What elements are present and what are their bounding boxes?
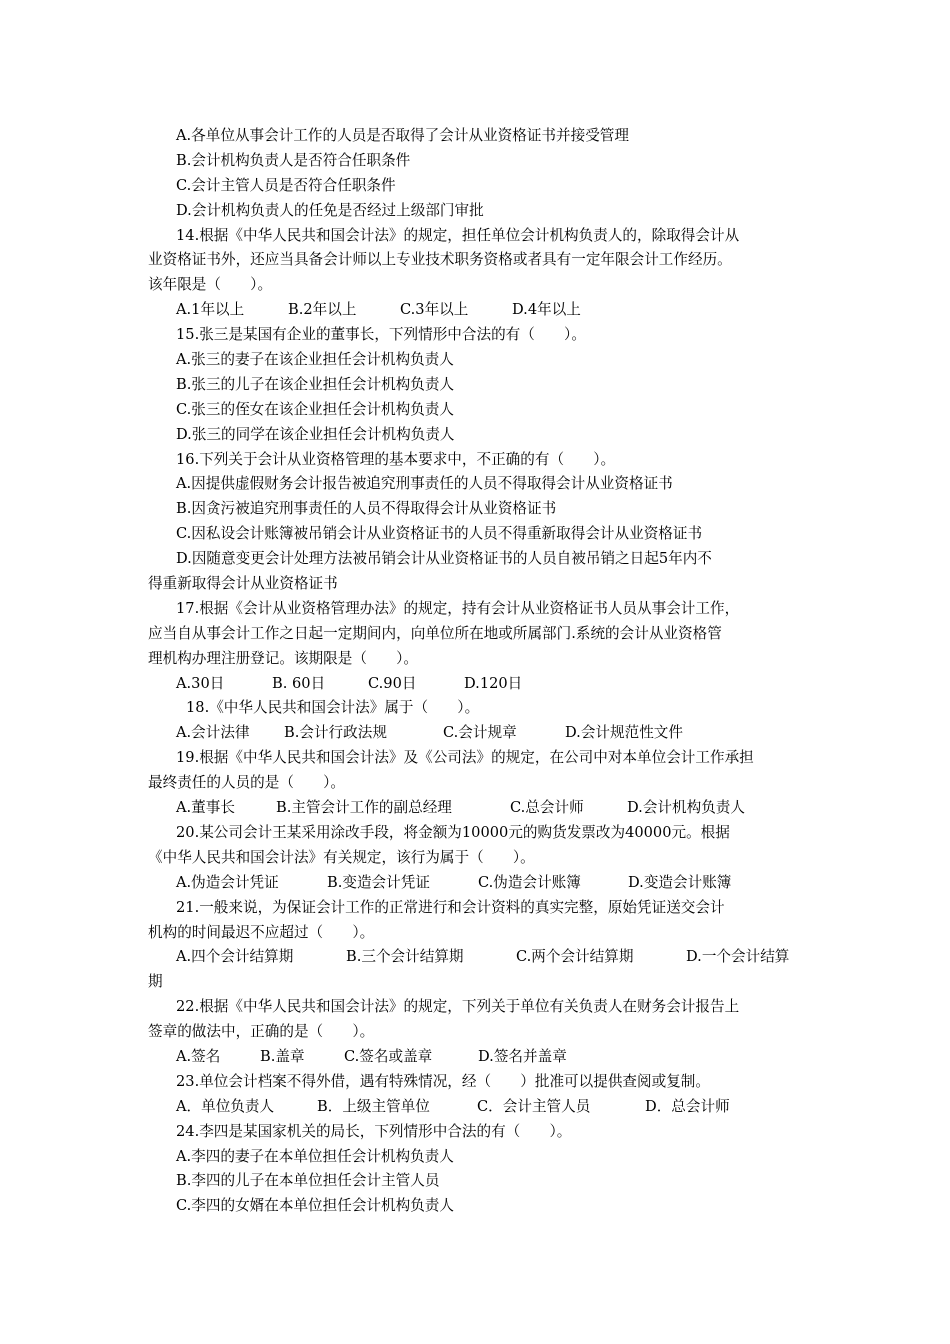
- q17-stem-end: 理机构办理注册登记。该期限是（ ）。: [148, 649, 418, 667]
- q14-stem-cont: 业资格证书外，还应当具备会计师以上专业技术职务资格或者具有一定年限会计工作经历。: [148, 251, 732, 269]
- q23-options: [148, 1095, 810, 1120]
- q15-stem: 15.张三是某国有企业的董事长，下列情形中合法的有（ ）。: [176, 326, 586, 344]
- q17-option-d: D.120日: [464, 674, 523, 692]
- q23-option-a: A．单位负责人: [176, 1097, 275, 1115]
- q13-option-d: D.会计机构负责人的任免是否经过上级部门审批: [176, 201, 484, 219]
- q16-option-d-cont: 得重新取得会计从业资格证书: [148, 575, 338, 593]
- q16-stem: 16.下列关于会计从业资格管理的基本要求中，不正确的有（ ）。: [176, 450, 616, 468]
- q22-option-b: B.盖章: [260, 1047, 305, 1065]
- q17-option-b: B. 60日: [272, 674, 326, 692]
- q13-option-a: A.各单位从事会计工作的人员是否取得了会计从业资格证书并接受管理: [176, 127, 629, 144]
- q24-stem: 24.李四是某国家机关的局长，下列情形中合法的有（ ）。: [176, 1122, 572, 1140]
- q14-option-c: C.3年以上: [400, 301, 469, 319]
- q24-option-c: C.李四的女婿在本单位担任会计机构负责人: [176, 1197, 454, 1215]
- q13-option-b: B.会计机构负责人是否符合任职条件: [176, 151, 411, 169]
- q24-option-a: A.李四的妻子在本单位担任会计机构负责人: [176, 1147, 454, 1165]
- q18-stem: 18.《中华人民共和国会计法》属于（ ）。: [186, 699, 480, 717]
- q15-option-a: A.张三的妻子在该企业担任会计机构负责人: [176, 351, 454, 369]
- q23-option-b: B．上级主管单位: [317, 1097, 430, 1115]
- q21-stem: 21.一般来说，为保证会计工作的正常进行和会计资料的真实完整，原始凭证送交会计: [176, 898, 725, 916]
- q24-option-b: B.李四的儿子在本单位担任会计主管人员: [176, 1172, 440, 1190]
- q22-option-a: A.签名: [176, 1047, 221, 1065]
- q23-option-d: D．总会计师: [645, 1097, 730, 1115]
- q19-options: [148, 796, 810, 821]
- q17-stem-cont: 应当自从事会计工作之日起一定期间内，向单位所在地或所属部门.系统的会计从业资格管: [148, 624, 722, 642]
- q19-option-c: C.总会计师: [510, 799, 584, 817]
- q15-option-d: D.张三的同学在该企业担任会计机构负责人: [176, 425, 455, 443]
- q20-options: [148, 871, 810, 896]
- q22-option-d: D.签名并盖章: [478, 1047, 567, 1065]
- q23-option-c: C．会计主管人员: [477, 1097, 591, 1115]
- q22-option-c: C.签名或盖章: [344, 1047, 433, 1065]
- q21-option-d: D.一个会计结算: [686, 948, 790, 966]
- q17-option-a: A.30日: [176, 674, 225, 692]
- q17-options: [148, 672, 810, 697]
- q20-option-c: C.伪造会计账簿: [478, 873, 581, 891]
- q21-option-c: C.两个会计结算期: [516, 948, 634, 966]
- q19-option-b: B.主管会计工作的副总经理: [276, 799, 452, 817]
- q14-option-d: D.4年以上: [512, 301, 581, 319]
- q15-option-b: B.张三的儿子在该企业担任会计机构负责人: [176, 375, 455, 393]
- q17-stem: 17.根据《会计从业资格管理办法》的规定，持有会计从业资格证书人员从事会计工作，: [176, 599, 740, 617]
- q19-option-a: A.董事长: [176, 799, 235, 817]
- q20-option-b: B.变造会计凭证: [327, 873, 430, 891]
- q19-option-d: D.会计机构负责人: [627, 799, 745, 817]
- q16-option-c: C.因私设会计账簿被吊销会计从业资格证书的人员不得重新取得会计从业资格证书: [176, 525, 703, 543]
- document-page: [148, 124, 810, 1219]
- q17-option-c: C.90日: [368, 674, 417, 692]
- q20-stem: 20.某公司会计王某采用涂改手段，将金额为10000元的购货发票改为40000元。根据: [176, 823, 730, 841]
- q20-stem-cont: 《中华人民共和国会计法》有关规定，该行为属于（ ）。: [148, 848, 535, 866]
- q15-option-c: C.张三的侄女在该企业担任会计机构负责人: [176, 400, 454, 418]
- q14-options: [148, 298, 810, 323]
- q18-option-d: D.会计规范性文件: [565, 724, 683, 742]
- q18-option-c: C.会计规章: [443, 724, 517, 742]
- q19-stem-cont: 最终责任的人员的是（ ）。: [148, 774, 346, 792]
- q14-option-b: B.2年以上: [288, 301, 357, 319]
- q16-option-a: A.因提供虚假财务会计报告被追究刑事责任的人员不得取得会计从业资格证书: [176, 475, 673, 493]
- q22-options: [148, 1045, 810, 1070]
- q20-option-a: A.伪造会计凭证: [176, 873, 279, 891]
- q20-option-d: D.变造会计账簿: [628, 873, 732, 891]
- q22-stem: 22.根据《中华人民共和国会计法》的规定，下列关于单位有关负责人在财务会计报告上: [176, 998, 740, 1016]
- q21-option-a: A.四个会计结算期: [176, 948, 294, 966]
- q13-option-c: C.会计主管人员是否符合任职条件: [176, 176, 396, 194]
- q14-option-a: A.1年以上: [176, 301, 245, 319]
- q18-options: [148, 721, 810, 746]
- q16-option-b: B.因贪污被追究刑事责任的人员不得取得会计从业资格证书: [176, 500, 557, 518]
- q21-option-d-cont: 期: [148, 973, 163, 991]
- q14-stem-end: 该年限是（ ）。: [148, 276, 273, 294]
- q21-option-b: B.三个会计结算期: [346, 948, 464, 966]
- q18-option-b: B.会计行政法规: [284, 724, 387, 742]
- q23-stem: 23.单位会计档案不得外借，遇有特殊情况，经（ ）批准可以提供查阅或复制。: [176, 1072, 710, 1090]
- q16-option-d: D.因随意变更会计处理方法被吊销会计从业资格证书的人员自被吊销之日起5年内不: [176, 550, 712, 568]
- q21-options: [148, 945, 810, 970]
- q18-option-a: A.会计法律: [176, 724, 250, 742]
- q19-stem: 19.根据《中华人民共和国会计法》及《公司法》的规定，在公司中对本单位会计工作承担: [176, 749, 754, 767]
- q21-stem-cont: 机构的时间最迟不应超过（ ）。: [148, 923, 375, 941]
- q14-stem: 14.根据《中华人民共和国会计法》的规定，担任单位会计机构负责人的，除取得会计从: [176, 226, 740, 244]
- q22-stem-cont: 签章的做法中，正确的是（ ）。: [148, 1023, 375, 1041]
